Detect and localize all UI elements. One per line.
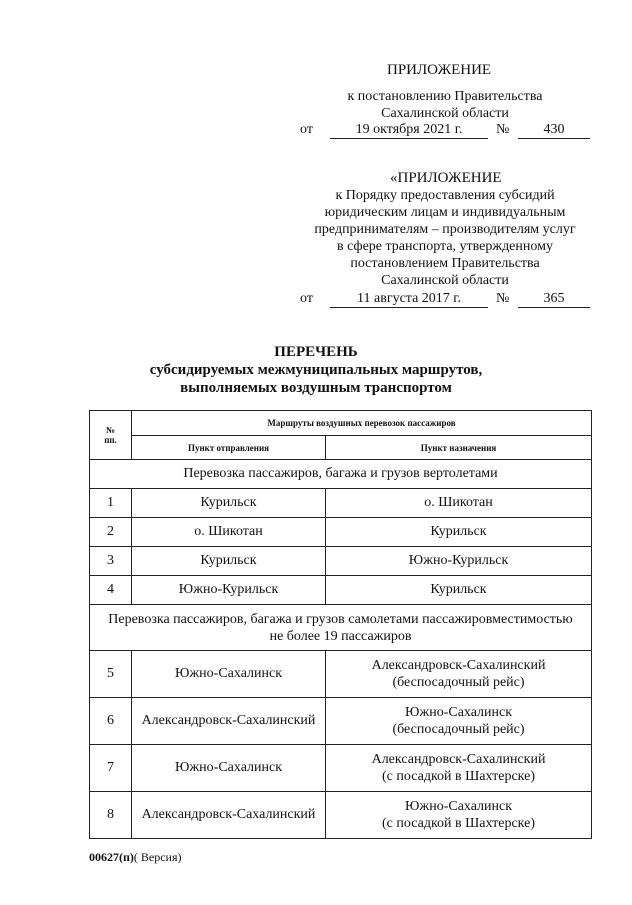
heading-title: ПЕРЕЧЕНЬ — [274, 344, 358, 360]
heading-subtitle-2: выполняемых воздушным транспортом — [180, 380, 452, 396]
inner-attachment-line: в сфере транспорта, утвержденному — [337, 239, 553, 254]
table-row — [90, 547, 592, 576]
row-number: 7 — [90, 745, 132, 792]
table-row — [90, 792, 592, 839]
document-version: ( Версия) — [133, 850, 182, 864]
ot-label: от — [300, 122, 313, 137]
no-label: № — [496, 122, 510, 137]
table-subheader-row — [90, 436, 592, 460]
table-row — [90, 651, 592, 698]
col-from-header: Пункт отправления — [132, 436, 326, 460]
destination-point: Южно-Сахалинск (с посадкой в Шахтерске) — [326, 792, 592, 839]
document-footer — [89, 850, 182, 865]
routes-table — [89, 410, 592, 839]
ot-label: от — [300, 291, 313, 306]
attachment-line: к постановлению Правительства — [347, 89, 543, 104]
departure-point: Курильск — [132, 489, 326, 518]
row-number: 2 — [90, 518, 132, 547]
destination-point: Курильск — [326, 518, 592, 547]
section-row — [90, 605, 592, 651]
row-number: 8 — [90, 792, 132, 839]
destination-point: о. Шикотан — [326, 489, 592, 518]
row-number: 6 — [90, 698, 132, 745]
attachment-text — [300, 88, 590, 122]
departure-point: Южно-Сахалинск — [132, 745, 326, 792]
document-heading — [0, 343, 632, 397]
attachment-date: 19 октября 2021 г. — [330, 122, 488, 139]
destination-point: Южно-Сахалинск (беспосадочный рейс) — [326, 698, 592, 745]
attachment-title: ПРИЛОЖЕНИЕ — [387, 62, 492, 78]
inner-attachment-date: 11 августа 2017 г. — [330, 291, 488, 308]
inner-attachment-line: к Порядку предоставления субсидий — [335, 188, 555, 203]
inner-attachment-line: юридическим лицам и индивидуальным — [324, 205, 566, 220]
departure-point: Александровск-Сахалинский — [132, 698, 326, 745]
destination-point: Курильск — [326, 576, 592, 605]
destination-point: Александровск-Сахалинский (с посадкой в Шахтерске) — [326, 745, 592, 792]
departure-point: Южно-Курильск — [132, 576, 326, 605]
section-row — [90, 460, 592, 489]
section-airplanes: Перевозка пассажиров, багажа и грузов самолетами пассажировместимостью не более 19 пассажиров — [90, 605, 592, 651]
col-number-header: № пп. — [90, 411, 132, 460]
section-helicopters: Перевозка пассажиров, багажа и грузов вертолетами — [90, 460, 592, 489]
destination-point: Южно-Курильск — [326, 547, 592, 576]
heading-subtitle-1: субсидируемых межмуниципальных маршрутов, — [149, 362, 483, 378]
no-label: № — [496, 291, 510, 306]
departure-point: Курильск — [132, 547, 326, 576]
table-row — [90, 576, 592, 605]
col-routes-header: Маршруты воздушных перевозок пассажиров — [132, 411, 592, 436]
attachment-line: Сахалинской области — [381, 106, 509, 121]
departure-point: Александровск-Сахалинский — [132, 792, 326, 839]
inner-attachment-title: «ПРИЛОЖЕНИЕ — [390, 170, 502, 186]
inner-attachment-line: постановлением Правительства — [350, 256, 540, 271]
inner-attachment-text — [300, 187, 590, 289]
table-row — [90, 698, 592, 745]
row-number: 1 — [90, 489, 132, 518]
inner-attachment-line: Сахалинской области — [381, 273, 509, 288]
table-row — [90, 489, 592, 518]
attachment-date-row — [300, 122, 592, 140]
attachment-number: 430 — [518, 122, 590, 139]
row-number: 3 — [90, 547, 132, 576]
table-header-row — [90, 411, 592, 436]
departure-point: о. Шикотан — [132, 518, 326, 547]
table-row — [90, 745, 592, 792]
col-to-header: Пункт назначения — [326, 436, 592, 460]
destination-point: Александровск-Сахалинский (беспосадочный рейс) — [326, 651, 592, 698]
inner-attachment-line: предпринимателям – производителям услуг — [314, 222, 576, 237]
inner-attachment-date-row — [300, 291, 592, 309]
document-code: 00627(п) — [89, 850, 134, 864]
inner-attachment-number: 365 — [518, 291, 590, 308]
departure-point: Южно-Сахалинск — [132, 651, 326, 698]
table-row — [90, 518, 592, 547]
row-number: 4 — [90, 576, 132, 605]
row-number: 5 — [90, 651, 132, 698]
